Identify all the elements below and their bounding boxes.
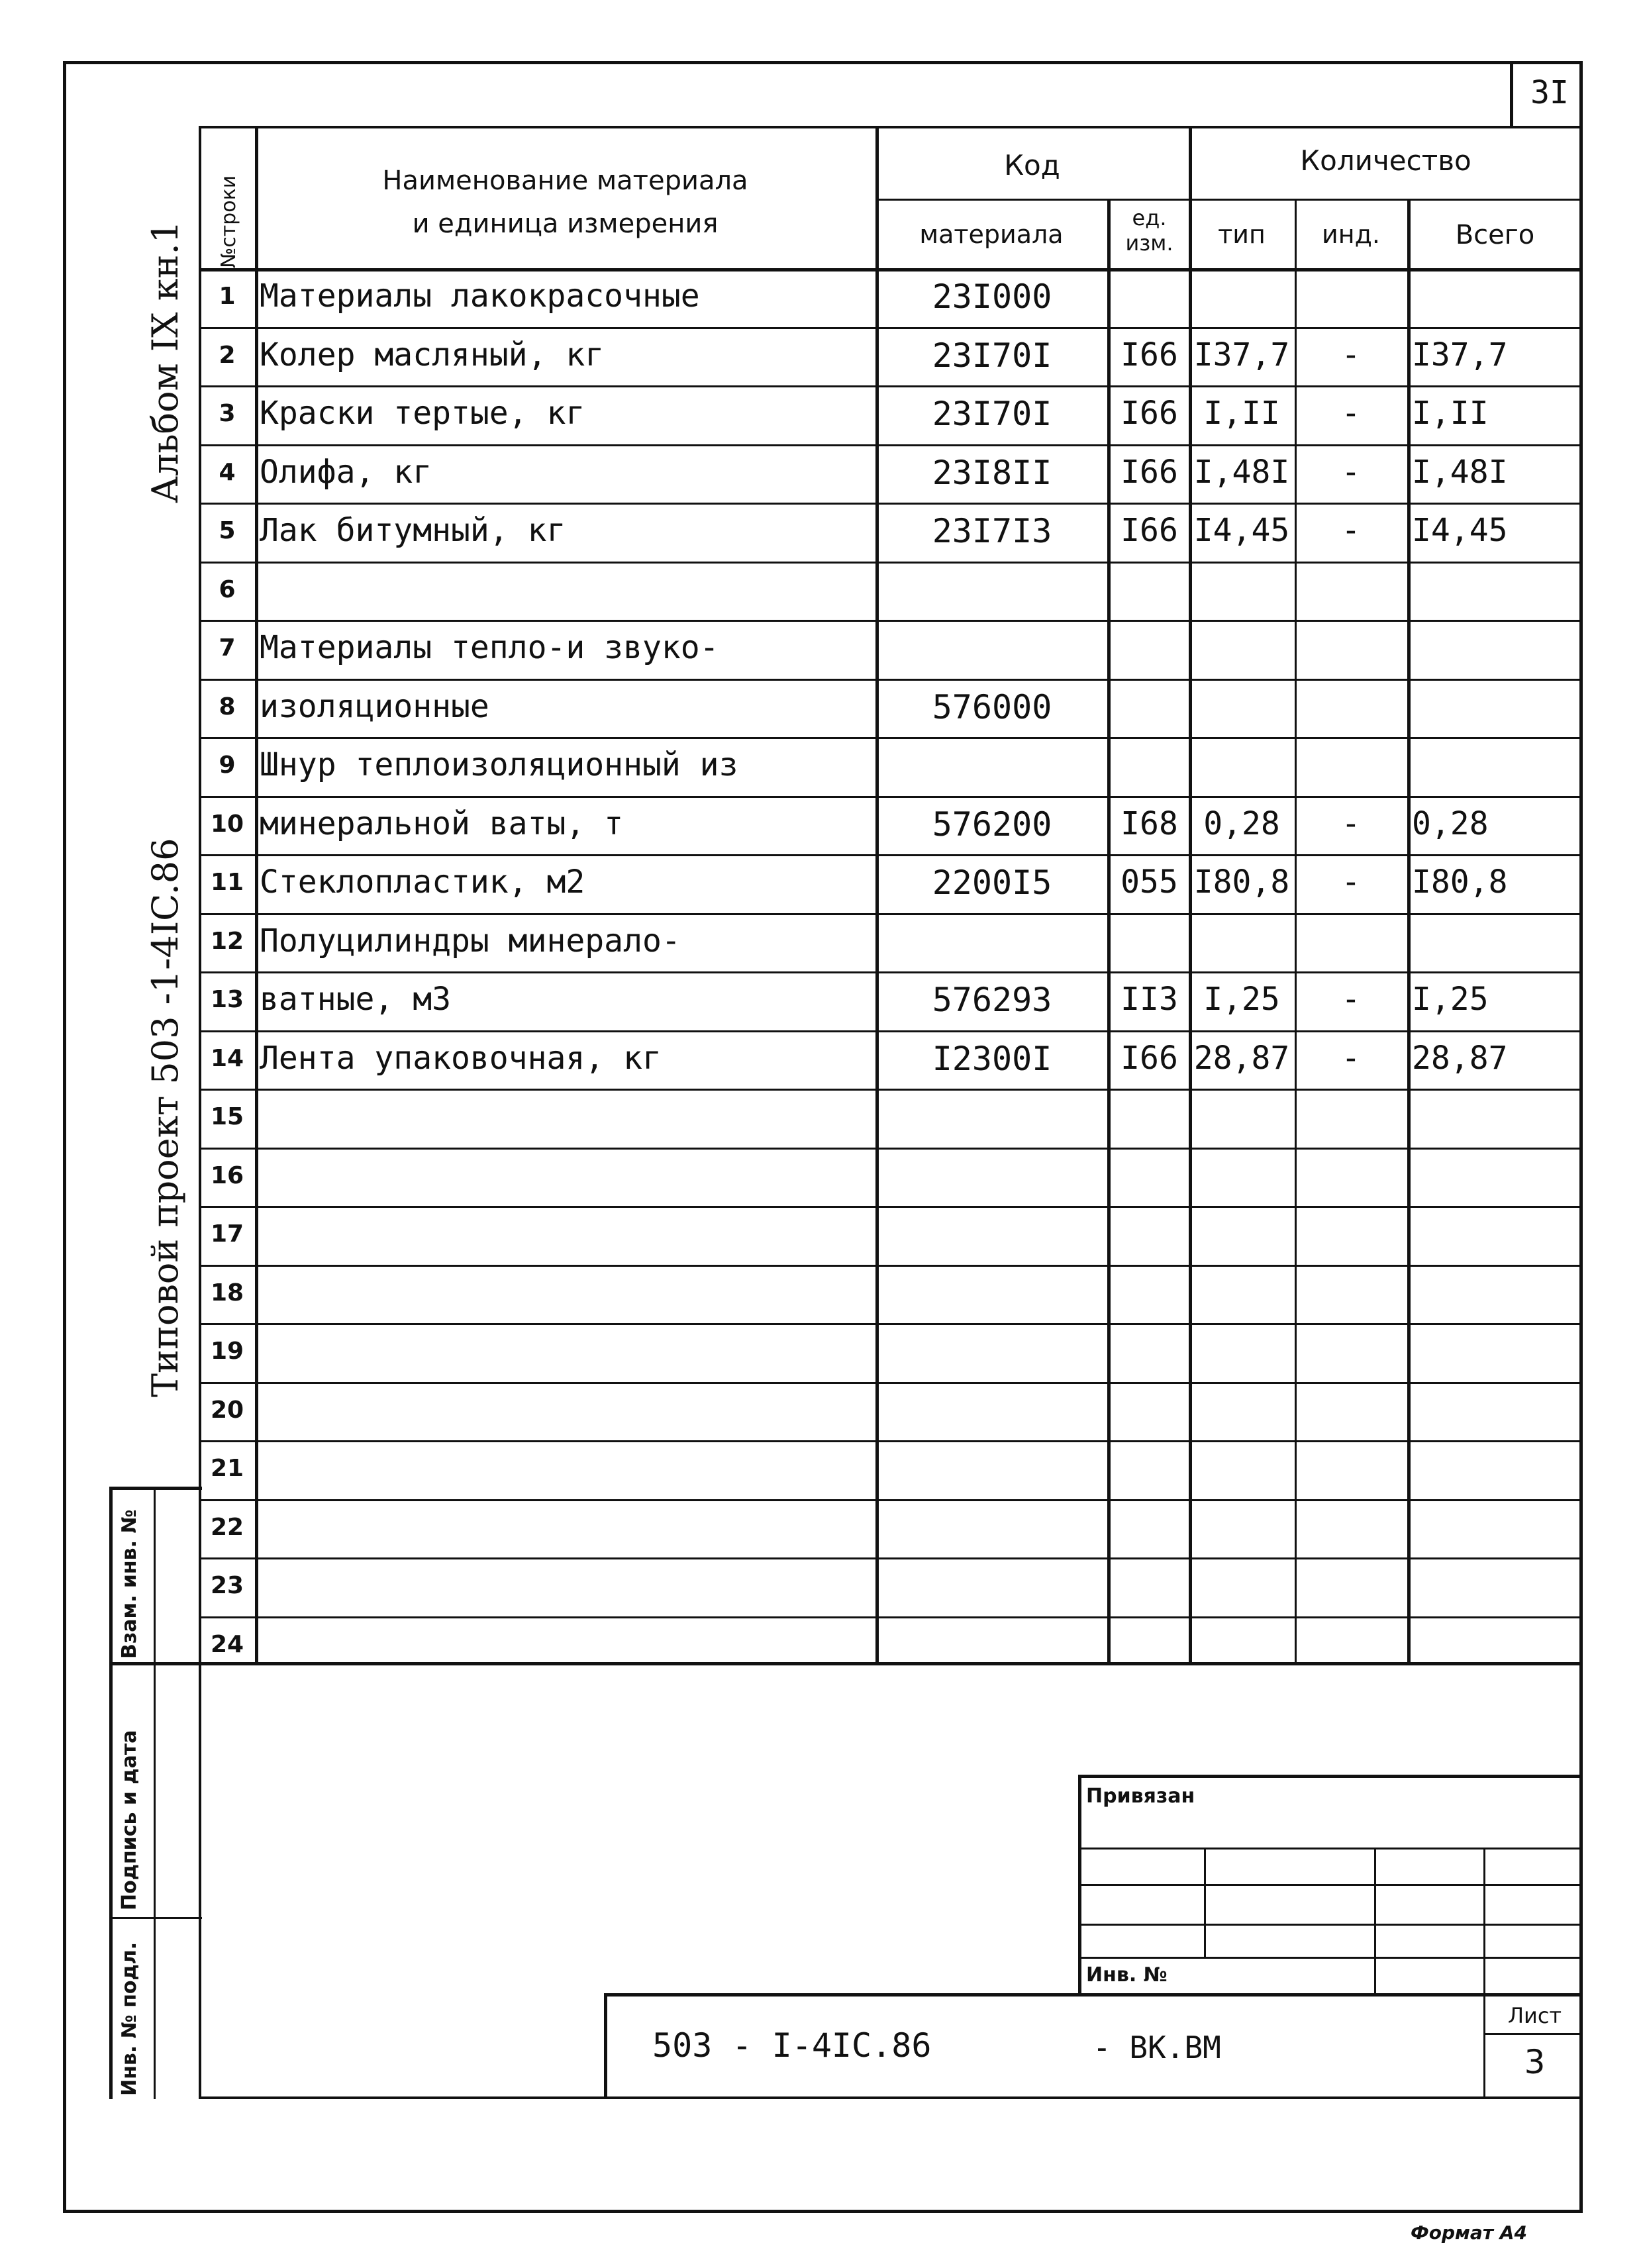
header-total: Всего <box>1455 220 1535 250</box>
cell-total: 28,87 <box>1412 1039 1508 1077</box>
cell-total: I4,45 <box>1412 512 1508 549</box>
row-separator <box>199 1499 1583 1501</box>
margin-inv-podl-label: Инв. № подл. <box>118 1942 141 2096</box>
row-separator <box>199 737 1583 739</box>
margin-stamp-sep2 <box>109 1917 202 1919</box>
header-bottom-line <box>199 268 1583 271</box>
row-separator <box>199 1148 1583 1150</box>
row-number: 12 <box>210 927 244 955</box>
cell-code: 576293 <box>932 981 1052 1019</box>
cell-name: Шнур теплоизоляционный из <box>260 746 738 783</box>
cell-name: Колер масляный, кг <box>260 336 605 373</box>
margin-stamp-top <box>109 1487 202 1490</box>
sheet-label-line <box>1483 2033 1583 2035</box>
album-caption: Альбом IX кн.1 <box>144 221 186 503</box>
privyazan-col1 <box>1204 1848 1206 1957</box>
header-name-line2: и единица измерения <box>412 209 719 239</box>
row-separator <box>199 679 1583 681</box>
header-ind: инд. <box>1322 220 1380 249</box>
row-separator <box>199 620 1583 622</box>
cell-name: Краски тертые, кг <box>260 395 585 432</box>
row-separator <box>199 971 1583 973</box>
row-number: 10 <box>210 810 244 838</box>
privyazan-line4 <box>1078 1957 1583 1959</box>
cell-name: Лак битумный, кг <box>260 512 566 549</box>
cell-name: изоляционные <box>260 687 489 725</box>
row-separator <box>199 1557 1583 1559</box>
header-row-no: №строки <box>217 175 240 268</box>
header-type: тип <box>1218 220 1266 249</box>
cell-name: ватные, м3 <box>260 981 451 1018</box>
cell-code: 576200 <box>932 805 1052 844</box>
cell-code: 2200I5 <box>932 863 1052 902</box>
row-separator <box>199 1206 1583 1208</box>
row-number: 21 <box>210 1455 244 1482</box>
cell-unit: I66 <box>1120 395 1178 432</box>
cell-code: 23I70I <box>932 336 1052 375</box>
sheet-number: 3 <box>1524 2043 1546 2081</box>
privyazan-col2 <box>1374 1848 1376 1993</box>
cell-ind: - <box>1341 981 1361 1018</box>
row-number: 18 <box>210 1279 244 1307</box>
cell-code: 23I000 <box>932 277 1052 316</box>
row-separator <box>199 444 1583 446</box>
project-caption: Типовой проект 503 -1-4IC.86 <box>144 838 186 1397</box>
row-separator <box>199 1382 1583 1384</box>
row-number: 17 <box>210 1220 244 1248</box>
cell-unit: I66 <box>1120 1039 1178 1077</box>
row-number: 20 <box>210 1396 244 1424</box>
row-number: 7 <box>219 634 236 662</box>
page-number-divider <box>1510 61 1513 127</box>
cell-type: I,48I <box>1193 453 1290 491</box>
row-number: 22 <box>210 1513 244 1541</box>
margin-stamp-left <box>109 1487 113 2099</box>
privyazan-line2 <box>1078 1884 1583 1886</box>
privyazan-line3 <box>1078 1924 1583 1926</box>
row-separator <box>199 327 1583 329</box>
row-separator <box>199 1265 1583 1267</box>
margin-vzam-label: Взам. инв. № <box>118 1509 141 1659</box>
row-number: 19 <box>210 1338 244 1365</box>
cell-type: I4,45 <box>1193 512 1290 549</box>
cell-total: I80,8 <box>1412 863 1508 901</box>
row-number: 24 <box>210 1630 244 1658</box>
cell-type: I,II <box>1203 395 1280 432</box>
cell-type: I80,8 <box>1193 863 1290 901</box>
cell-unit: 055 <box>1120 863 1178 901</box>
doc-suffix: - ВК.ВМ <box>1093 2030 1221 2065</box>
cell-total: I,II <box>1412 395 1489 432</box>
row-separator <box>199 562 1583 564</box>
cell-unit: II3 <box>1120 981 1178 1018</box>
cell-total: 0,28 <box>1412 805 1489 842</box>
cell-ind: - <box>1341 805 1361 842</box>
cell-type: I,25 <box>1203 981 1280 1018</box>
header-quantity: Количество <box>1300 144 1471 177</box>
row-number: 1 <box>219 283 236 310</box>
format-label: Формат А4 <box>1411 2222 1527 2243</box>
cell-name: Материалы тепло-и звуко- <box>260 629 719 666</box>
margin-podpis-label: Подпись и дата <box>118 1730 141 1910</box>
row-number: 14 <box>210 1044 244 1072</box>
cell-name: минеральной ваты, т <box>260 805 624 842</box>
cell-code: 23I7I3 <box>932 512 1052 550</box>
row-number: 8 <box>219 693 236 720</box>
row-separator <box>199 1030 1583 1032</box>
margin-stamp-mid <box>154 1487 156 2099</box>
header-unit: ед. изм. <box>1125 205 1173 256</box>
header-mid-line <box>875 199 1583 201</box>
cell-unit: I68 <box>1120 805 1178 842</box>
row-separator <box>199 796 1583 798</box>
title-block-top <box>604 1993 1583 1997</box>
row-separator <box>199 1616 1583 1618</box>
cell-name: Лента упаковочная, кг <box>260 1039 662 1077</box>
cell-ind: - <box>1341 395 1361 432</box>
cell-name: Полуцилиндры минерало- <box>260 922 681 960</box>
row-separator <box>199 385 1583 387</box>
privyazan-top <box>1078 1775 1583 1778</box>
privyazan-line1 <box>1078 1848 1583 1849</box>
header-name-line1: Наименование материала <box>382 166 748 196</box>
cell-total: I,48I <box>1412 453 1508 491</box>
cell-code: 576000 <box>932 687 1052 726</box>
cell-total: I37,7 <box>1412 336 1508 373</box>
cell-ind: - <box>1341 453 1361 491</box>
row-number: 9 <box>219 752 236 779</box>
row-number: 16 <box>210 1161 244 1189</box>
col-line-rownum <box>255 126 258 1662</box>
cell-type: I37,7 <box>1193 336 1290 373</box>
col-line-name <box>875 126 879 1662</box>
doc-code: 503 - I-4IC.86 <box>652 2026 932 2065</box>
row-number: 11 <box>210 869 244 896</box>
col-line-ind <box>1407 199 1411 1662</box>
col-line-material <box>1107 199 1111 1662</box>
row-number: 2 <box>219 341 236 369</box>
inv-no-label: Инв. № <box>1086 1963 1168 1987</box>
cell-name: Материалы лакокрасочные <box>260 277 700 315</box>
page-number: 3I <box>1530 74 1569 111</box>
row-number: 23 <box>210 1572 244 1599</box>
sheet-label: Лист <box>1507 2003 1562 2028</box>
row-number: 6 <box>219 575 236 603</box>
cell-code: I2300I <box>932 1039 1052 1078</box>
table-bottom-line <box>109 1662 1583 1665</box>
cell-unit: I66 <box>1120 336 1178 373</box>
privyazan-col3 <box>1483 1848 1485 2099</box>
cell-total: I,25 <box>1412 981 1489 1018</box>
row-number: 15 <box>210 1103 244 1130</box>
cell-type: 0,28 <box>1203 805 1280 842</box>
cell-ind: - <box>1341 512 1361 549</box>
cell-ind: - <box>1341 1039 1361 1077</box>
row-separator <box>199 854 1583 856</box>
header-material: материала <box>919 220 1064 249</box>
title-block-left <box>604 1993 607 2099</box>
row-separator <box>199 1440 1583 1442</box>
row-number: 5 <box>219 517 236 544</box>
cell-ind: - <box>1341 863 1361 901</box>
row-separator <box>199 913 1583 915</box>
cell-code: 23I8II <box>932 453 1052 492</box>
row-number: 3 <box>219 400 236 427</box>
row-separator <box>199 1323 1583 1325</box>
cell-unit: I66 <box>1120 453 1178 491</box>
row-separator <box>199 503 1583 505</box>
header-code: Код <box>1004 149 1060 181</box>
cell-type: 28,87 <box>1193 1039 1290 1077</box>
row-separator <box>199 1089 1583 1091</box>
cell-unit: I66 <box>1120 512 1178 549</box>
row-number: 4 <box>219 458 236 486</box>
cell-name: Стеклопластик, м2 <box>260 863 585 901</box>
cell-code: 23I70I <box>932 395 1052 433</box>
cell-ind: - <box>1341 336 1361 373</box>
cell-name: Олифа, кг <box>260 453 432 491</box>
privyazan-label: Привязан <box>1086 1785 1195 1808</box>
row-number: 13 <box>210 986 244 1013</box>
